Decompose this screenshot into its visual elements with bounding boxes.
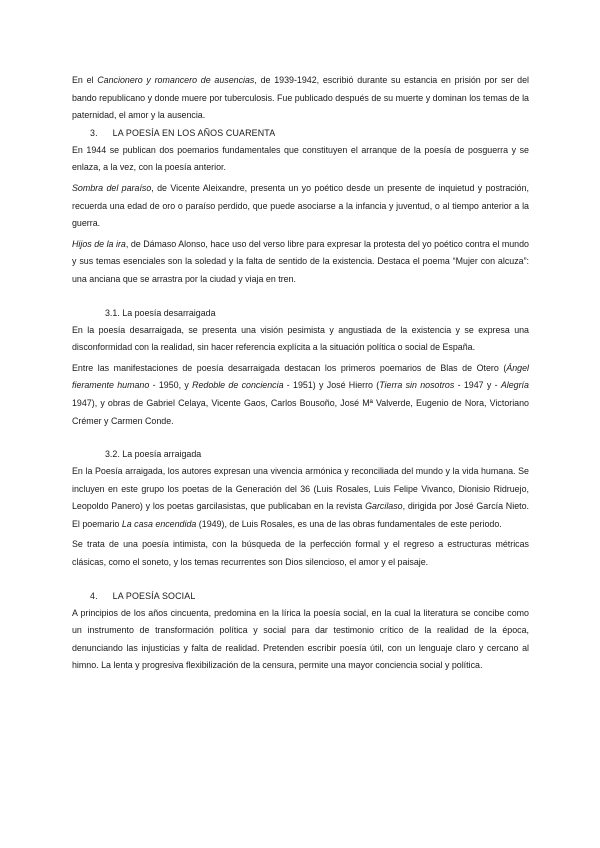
text-run: , de Vicente Aleixandre, presenta un yo poético desde un presente de inquietud y postración, recuerda una edad de oro o paraíso perdido, que puede asociarse a la infancia y juventud, o al tiempo anterior a la guerra. — [72, 182, 529, 229]
section-title: LA POESÍA EN LOS AÑOS CUARENTA — [112, 127, 276, 138]
section-number: 3. — [90, 127, 98, 138]
subsection-3-2-paragraph-2: Se trata de una poesía intimista, con la búsqueda de la perfección formal y el regreso a estructuras métricas clásicas, como el soneto, y los temas recurrentes son Dios silencioso, el amor y el paisaje. — [72, 539, 529, 568]
subsection-3-2-heading: 3.2. La poesía arraigada — [105, 449, 202, 460]
section-number: 4. — [90, 590, 98, 601]
section-3-paragraph-1: En 1944 se publican dos poemarios fundamentales que constituyen el arranque de la poesía de posguerra y se enlaza, a la vez, con la poesía anterior. — [72, 144, 529, 173]
book-title: La casa encendida — [121, 518, 197, 529]
section-3-paragraph-3 — [72, 236, 529, 289]
book-title: Alegría — [500, 380, 529, 391]
text-run: , de 1939-1942, escribió durante su estancia en prisión por ser del bando republicano y donde muere por tuberculosis. Fue publicado después de su muerte y dominan los temas de la paternidad, el amor y la ausencia. — [72, 75, 529, 121]
book-title: Redoble de conciencia — [192, 380, 284, 391]
text-run: (1949), de Luis Rosales, es una de las obras fundamentales de este periodo. — [196, 518, 502, 529]
intro-paragraph — [72, 72, 529, 125]
section-3-heading — [72, 125, 529, 142]
text-run: - 1950, y — [149, 380, 193, 391]
magazine-title: Garcilaso — [365, 501, 403, 512]
book-title: Ángel fieramente humano — [72, 362, 529, 391]
text-run: En el — [72, 75, 98, 85]
subsection-3-2-paragraph-1 — [72, 463, 529, 533]
subsection-3-1-heading: 3.1. La poesía desarraigada — [105, 307, 216, 318]
book-title: Cancionero y romancero de ausencias — [97, 75, 255, 85]
text-run: - 1951) y José Hierro ( — [283, 380, 380, 391]
text-run: , de Dámaso Alonso, hace uso del verso libre para expresar la protesta del yo poético contra el mundo y sus temas esenciales son la soledad y la falta de sentido de la existencia. Destaca el poema “Mujer con alcuza”: una anciana que se arrastra por la ciudad y viaja en tren. — [72, 238, 529, 284]
text-run: Entre las manifestaciones de poesía desarraigada destacan los primeros poemarios de Blas de Otero ( — [72, 362, 507, 373]
text-run: , dirigida por José García Nieto. El poemario — [72, 501, 529, 529]
section-title: LA POESÍA SOCIAL — [112, 590, 196, 601]
subsection-3-1-paragraph-1: En la poesía desarraigada, se presenta una visión pesimista y angustiada de la existencia y se expresa una disconformidad con la realidad, sin hacer referencia explícita a la situación política o social de España. — [72, 324, 529, 353]
book-title: Sombra del paraíso — [72, 182, 152, 193]
section-4-heading — [72, 588, 529, 605]
text-run: En la Poesía arraigada, los autores expresan una vivencia armónica y reconciliada del mundo y la vida humana. Se incluyen en este grupo los poetas de la Generación del 36 (Luis Rosales, Luis Felipe Vivanco, Dionisio Ridruejo, Leopoldo Panero) y los poetas garcilasistas, que publicaban en la revista — [72, 466, 529, 512]
text-run: - 1947 y - — [454, 380, 501, 391]
section-4-paragraph-1: A principios de los años cincuenta, predomina en la lírica la poesía social, en la cual la literatura se concibe como un instrumento de transformación política y social para dar testimonio crítico de la realidad de la época, denunciando las injusticias y falta de realidad. Pretenden escribir poesía útil, con un lenguaje claro y cercano al himno. La lenta y progresiva flexibilización de la censura, permite una mayor conciencia social y política. — [72, 607, 529, 671]
subsection-3-1-paragraph-2 — [72, 360, 529, 430]
book-title: Tierra sin nosotros — [379, 380, 455, 391]
book-title: Hijos de la ira — [72, 238, 126, 249]
text-run: 1947), y obras de Gabriel Celaya, Vicente Gaos, Carlos Bousoño, José Mª Valverde, Eugenio de Nora, Victoriano Crémer y Carmen Conde. — [72, 397, 529, 426]
section-3-paragraph-2 — [72, 180, 529, 233]
